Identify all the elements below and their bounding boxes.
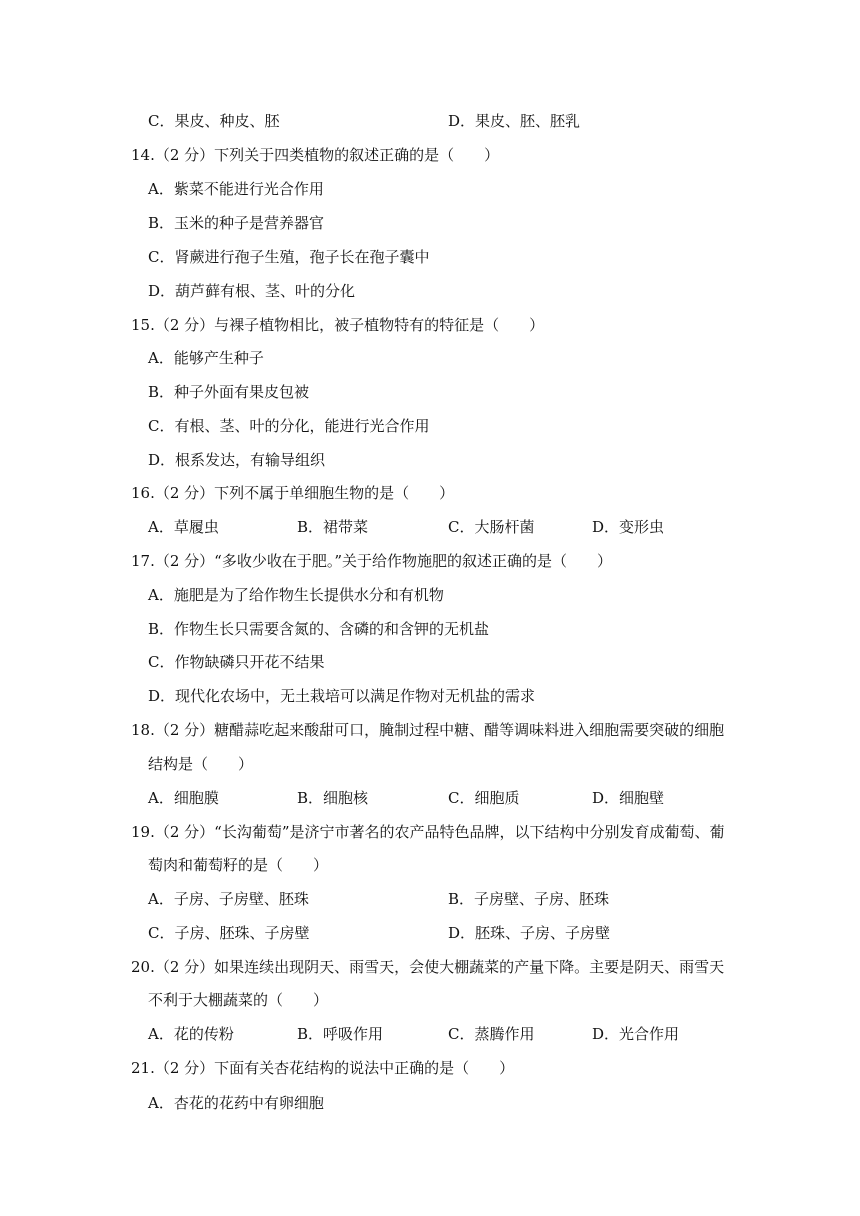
q20-option-c: C．蒸腾作用 <box>448 1025 535 1043</box>
q14-option-c: C．肾蕨进行孢子生殖，孢子长在孢子囊中 <box>148 248 430 266</box>
q16-option-b: B．裙带菜 <box>297 518 369 536</box>
q19-stem-line1: 19.（2 分）“长沟葡萄”是济宁市著名的农产品特色品牌，以下结构中分别发育成葡萄、葡 <box>131 823 725 841</box>
q19-option-c: C．子房、胚珠、子房壁 <box>148 924 310 942</box>
q18-option-b: B．细胞核 <box>297 789 369 807</box>
q15-option-c: C．有根、茎、叶的分化，能进行光合作用 <box>148 417 430 435</box>
q18-stem-line2: 结构是（ ） <box>148 755 254 773</box>
q18-option-d: D．细胞壁 <box>592 789 665 807</box>
q21-option-a: A．杏花的花药中有卵细胞 <box>148 1094 324 1112</box>
q20-option-b: B．呼吸作用 <box>297 1025 384 1043</box>
q19-option-a: A．子房、子房壁、胚珠 <box>148 890 309 908</box>
q13-option-d: D．果皮、胚、胚乳 <box>448 112 581 130</box>
q17-option-c: C．作物缺磷只开花不结果 <box>148 653 325 671</box>
q18-stem-line1: 18.（2 分）糖醋蒜吃起来酸甜可口，腌制过程中糖、醋等调味料进入细胞需要突破的细胞 <box>131 721 725 739</box>
q18-option-c: C．细胞质 <box>448 789 520 807</box>
q17-option-a: A．施肥是为了给作物生长提供水分和有机物 <box>148 586 444 604</box>
q14-stem: 14.（2 分）下列关于四类植物的叙述正确的是（ ） <box>131 146 500 164</box>
q20-stem-line1: 20.（2 分）如果连续出现阴天、雨雪天，会使大棚蔬菜的产量下降。主要是阴天、雨雪天 <box>131 958 725 976</box>
q15-option-d: D．根系发达，有输导组织 <box>148 451 326 469</box>
q16-stem: 16.（2 分）下列不属于单细胞生物的是（ ） <box>131 484 455 502</box>
q16-option-a: A．草履虫 <box>148 518 219 536</box>
q20-option-d: D．光合作用 <box>592 1025 680 1043</box>
q17-option-d: D．现代化农场中，无土栽培可以满足作物对无机盐的需求 <box>148 687 536 705</box>
q21-stem: 21.（2 分）下面有关杏花结构的说法中正确的是（ ） <box>131 1059 515 1077</box>
q15-option-a: A．能够产生种子 <box>148 349 264 367</box>
q16-option-d: D．变形虫 <box>592 518 665 536</box>
q17-stem: 17.（2 分）“多收少收在于肥。”关于给作物施肥的叙述正确的是（ ） <box>131 552 613 570</box>
q14-option-a: A．紫菜不能进行光合作用 <box>148 180 324 198</box>
q19-option-b: B．子房壁、子房、胚珠 <box>448 890 610 908</box>
q20-stem-line2: 不利于大棚蔬菜的（ ） <box>148 991 329 1009</box>
q19-option-d: D．胚珠、子房、子房壁 <box>448 924 611 942</box>
q15-option-b: B．种子外面有果皮包被 <box>148 383 310 401</box>
q18-option-a: A．细胞膜 <box>148 789 219 807</box>
q17-option-b: B．作物生长只需要含氮的、含磷的和含钾的无机盐 <box>148 620 490 638</box>
q14-option-b: B．玉米的种子是营养器官 <box>148 214 325 232</box>
q20-option-a: A．花的传粉 <box>148 1025 234 1043</box>
q13-option-c: C．果皮、种皮、胚 <box>148 112 280 130</box>
q15-stem: 15.（2 分）与裸子植物相比，被子植物特有的特征是（ ） <box>131 316 545 334</box>
q19-stem-line2: 萄肉和葡萄籽的是（ ） <box>148 856 329 874</box>
q16-option-c: C．大肠杆菌 <box>448 518 535 536</box>
q14-option-d: D．葫芦藓有根、茎、叶的分化 <box>148 282 356 300</box>
